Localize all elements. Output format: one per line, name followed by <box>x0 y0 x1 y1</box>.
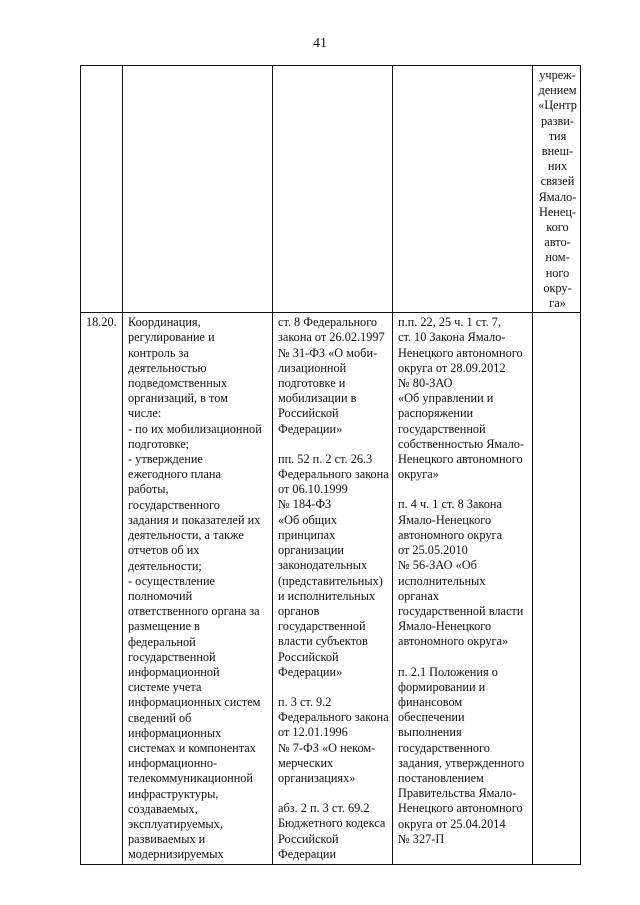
text-line: пп. 52 п. 2 ст. 26.3 <box>278 451 373 466</box>
text-line: лизационной <box>278 360 347 375</box>
text-line: Ненецкого автономного <box>398 452 523 467</box>
text-line: разви- <box>541 113 574 128</box>
paragraph-gap <box>278 437 389 452</box>
text-line: п.п. 22, 25 ч. 1 ст. 7, <box>398 315 502 330</box>
cell-federal-empty <box>273 66 393 313</box>
text-line: государственного <box>398 740 490 755</box>
text-line: «Центр <box>538 98 577 113</box>
text-line: учреж- <box>539 68 576 82</box>
text-line: Ненец- <box>538 204 577 219</box>
text-line: выполнения <box>398 725 462 740</box>
text-line: финансовом <box>398 694 463 709</box>
text-line: округа» <box>398 467 439 482</box>
text-line: развиваемых и <box>128 832 206 847</box>
text-line: - осуществление <box>128 573 215 588</box>
text-line: обеспечении <box>398 710 465 725</box>
text-line: закона от 26.02.1997 <box>278 330 385 345</box>
text-line: модернизируемых <box>128 847 224 862</box>
legal-reference <box>398 665 529 847</box>
text-line: мобилизации в <box>278 391 357 406</box>
text-line: принципах <box>278 527 336 542</box>
text-line: собственностью Ямало- <box>398 436 525 451</box>
text-line: «Об управлении и <box>398 391 494 406</box>
text-line: Правительства Ямало- <box>398 786 517 801</box>
paragraph-gap <box>278 786 389 801</box>
text-line: ного <box>545 265 570 280</box>
text-line: дением <box>538 83 577 98</box>
text-line: подготовке; <box>128 436 190 451</box>
text-line: Ямало- <box>538 189 577 204</box>
legal-reference <box>278 801 389 862</box>
text-line: Ямало-Ненецкого <box>398 512 492 527</box>
text-line: № 7-ФЗ «О неком- <box>278 740 376 755</box>
text-line: ст. 8 Федерального <box>278 315 378 330</box>
text-line: контроль за <box>128 345 189 360</box>
text-line: постановлением <box>398 770 484 785</box>
text-line: формировании и <box>398 679 486 694</box>
text-line: Российской <box>278 406 339 421</box>
text-line: внеш- <box>541 144 574 159</box>
text-line: полномочий <box>128 588 193 603</box>
cell-row-number: 18.20. <box>81 313 123 864</box>
text-line: задания, утвержденного <box>398 755 525 770</box>
text-line: исполнительных <box>398 573 486 588</box>
text-line: ответственного органа за <box>128 604 260 619</box>
text-line: государственной власти <box>398 603 524 618</box>
text-line: Ненецкого автономного <box>398 345 523 360</box>
text-line: системах и компонентах <box>128 740 256 755</box>
text-line: государственной <box>278 619 366 634</box>
cell-number-empty <box>81 66 123 313</box>
text-line: Федерального закона <box>278 710 389 725</box>
text-line: органах <box>398 588 439 603</box>
text-line: государственного <box>128 497 220 512</box>
legal-reference <box>398 497 529 649</box>
legal-reference <box>278 695 389 786</box>
text-line: организациях» <box>278 770 356 785</box>
table-row-continuation <box>81 66 581 313</box>
text-line: от 06.10.1999 <box>278 482 348 497</box>
text-line: - по их мобилизационной <box>128 421 262 436</box>
text-line: связей <box>540 174 575 189</box>
legal-reference <box>278 452 389 680</box>
text-line: Ямало-Ненецкого <box>398 619 492 634</box>
text-line: информационной <box>128 664 220 679</box>
text-line: тия <box>548 128 567 143</box>
text-line: и исполнительных <box>278 588 376 603</box>
text-line: мерческих <box>278 755 334 770</box>
text-line: распоряжении <box>398 406 474 421</box>
text-line: телекоммуникационной <box>128 771 254 786</box>
text-line: № 56-ЗАО «Об <box>398 558 477 573</box>
text-line: Ненецкого автономного <box>398 801 523 816</box>
text-line: задания и показателей их <box>128 512 261 527</box>
text-line: автономного округа» <box>398 634 509 649</box>
paragraph-gap <box>398 482 529 497</box>
text-line: размещение в <box>128 619 200 634</box>
text-line: государственной <box>398 421 486 436</box>
text-line: (представительных) <box>278 573 383 588</box>
text-line: кого <box>546 220 569 235</box>
text-line: государственной <box>128 649 216 664</box>
text-line: создаваемых, <box>128 801 198 816</box>
text-line: системе учета <box>128 680 202 695</box>
text-line: от 25.05.2010 <box>398 543 468 558</box>
legal-reference <box>278 315 389 437</box>
text-line: ст. 10 Закона Ямало- <box>398 330 506 345</box>
cell-regional-empty <box>393 66 533 313</box>
text-line: организации <box>278 543 345 558</box>
text-line: эксплуатируемых, <box>128 816 223 831</box>
text-line: них <box>547 159 568 174</box>
text-line: п. 2.1 Положения о <box>398 664 498 679</box>
text-line: деятельности, а также <box>128 528 244 543</box>
text-line: авто- <box>544 235 571 250</box>
text-line: № 80-ЗАО <box>398 376 453 391</box>
paragraph-gap <box>278 680 389 695</box>
text-line: ежегодного плана <box>128 467 221 482</box>
text-line: Федерации» <box>278 421 343 436</box>
text-line: органов <box>278 603 320 618</box>
text-line: «Об общих <box>278 512 337 527</box>
text-line: деятельностью <box>128 360 207 375</box>
cell-organization-continued <box>533 66 581 313</box>
cell-organization-empty <box>533 313 581 864</box>
legal-reference <box>398 315 529 482</box>
text-line: от 12.01.1996 <box>278 725 348 740</box>
text-line: Федерации» <box>278 664 343 679</box>
text-line: организаций, в том <box>128 391 228 406</box>
text-line: га» <box>549 296 566 311</box>
text-line: работы, <box>128 482 169 497</box>
text-line: № 327-П <box>398 831 445 846</box>
paragraph-gap <box>398 650 529 665</box>
text-line: информационных систем <box>128 695 261 710</box>
cell-regional-legal-basis <box>393 313 533 864</box>
text-line: подведомственных <box>128 376 228 391</box>
text-line: № 31-ФЗ «О моби- <box>278 345 378 360</box>
text-line: регулирование и <box>128 330 215 345</box>
text-line: сведений об <box>128 710 192 725</box>
text-line: п. 3 ст. 9.2 <box>278 694 332 709</box>
text-line: Бюджетного кодекса <box>278 816 386 831</box>
text-line: абз. 2 п. 3 ст. 69.2 <box>278 801 370 816</box>
text-line: п. 4 ч. 1 ст. 8 Закона <box>398 497 502 512</box>
text-line: деятельности; <box>128 558 202 573</box>
cell-federal-legal-basis <box>273 313 393 864</box>
text-line: информационно- <box>128 756 218 771</box>
text-line: Федерации <box>278 846 337 861</box>
cell-function-description <box>123 313 273 864</box>
text-line: - утверждение <box>128 452 203 467</box>
text-line: законодательных <box>278 558 368 573</box>
text-line: округа от 25.04.2014 <box>398 816 506 831</box>
text-line: Российской <box>278 649 339 664</box>
text-line: окру- <box>543 280 572 295</box>
text-line: федеральной <box>128 634 196 649</box>
text-line: Федерального закона <box>278 467 389 482</box>
cell-function-empty <box>123 66 273 313</box>
text-line: отчетов об их <box>128 543 200 558</box>
text-line: ном- <box>545 250 570 265</box>
text-line: Российской <box>278 831 339 846</box>
text-line: информационных <box>128 725 222 740</box>
functions-table <box>80 65 581 865</box>
page-number: 41 <box>313 36 327 51</box>
text-line: числе: <box>128 406 162 421</box>
text-line: подготовке и <box>278 376 346 391</box>
text-line: округа от 28.09.2012 <box>398 360 506 375</box>
table-row-18-20 <box>81 313 581 864</box>
text-line: автономного округа <box>398 527 503 542</box>
text-line: власти субъектов <box>278 634 368 649</box>
text-line: № 184-ФЗ <box>278 497 332 512</box>
text-line: Координация, <box>128 315 201 330</box>
text-line: инфраструктуры, <box>128 786 219 801</box>
